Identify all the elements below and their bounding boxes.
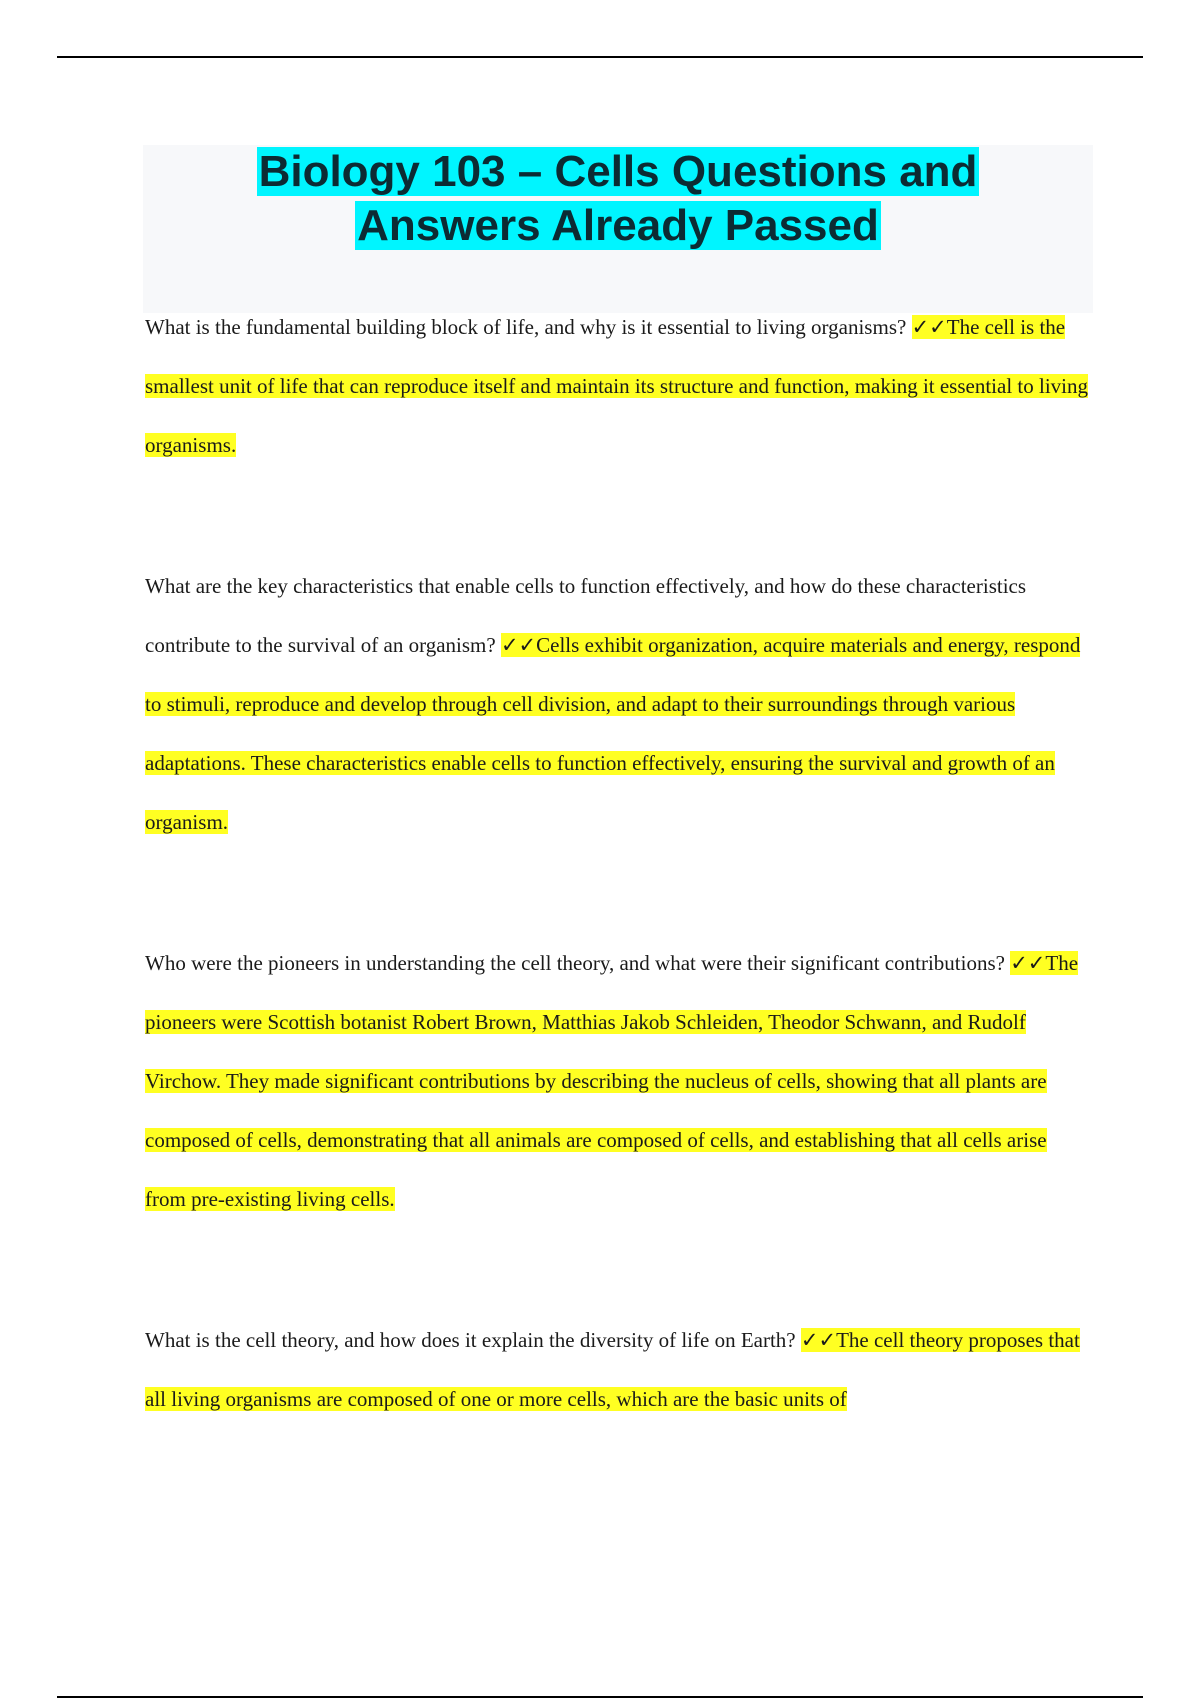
document-title bbox=[143, 145, 1093, 253]
question-text: What is the fundamental building block of life, and why is it essential to living organisms? bbox=[145, 315, 912, 339]
title-line-2: Answers Already Passed bbox=[357, 201, 879, 250]
bottom-rule bbox=[57, 1696, 1143, 1698]
qa-item-1 bbox=[145, 298, 1090, 475]
question-text: What is the cell theory, and how does it explain the diversity of life on Earth? bbox=[145, 1328, 801, 1352]
qa-item-2 bbox=[145, 557, 1090, 852]
question-text: Who were the pioneers in understanding the cell theory, and what were their significant contributions? bbox=[145, 951, 1011, 975]
question-text: What are the key characteristics that enable cells to function effectively, and how do these characteristics contribute to the survival of an organism? bbox=[145, 574, 1027, 657]
title-line-1: Biology 103 – Cells Questions and bbox=[258, 147, 978, 196]
answer-text: ✓✓The cell theory proposes that all living organisms are composed of one or more cells, which are the basic units of bbox=[145, 1328, 1080, 1411]
qa-item-4 bbox=[145, 1311, 1090, 1429]
qa-item-3 bbox=[145, 934, 1090, 1229]
document-body bbox=[145, 298, 1090, 1429]
answer-text: ✓✓The cell is the smallest unit of life that can reproduce itself and maintain its structure and function, making it essential to living organisms. bbox=[145, 315, 1089, 457]
answer-text: ✓✓The pioneers were Scottish botanist Robert Brown, Matthias Jakob Schleiden, Theodor Schwann, and Rudolf Virchow. They made significant contributions by describing the nucleus of cells, showing that all plants are composed of cells, demonstrating that all animals are composed of cells, and establishing that all cells arise from pre-existing living cells. bbox=[145, 951, 1079, 1211]
top-rule bbox=[57, 56, 1143, 58]
answer-text: ✓✓Cells exhibit organization, acquire materials and energy, respond to stimuli, reproduce and develop through cell division, and adapt to their surroundings through various adaptations. These characteristics enable cells to function effectively, ensuring the survival and growth of an organism. bbox=[145, 633, 1081, 834]
